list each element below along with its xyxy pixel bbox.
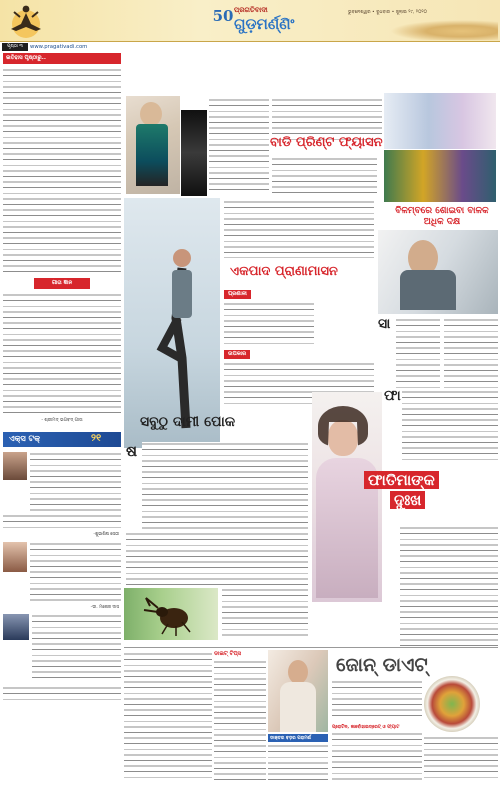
salad-bowl-photo (424, 676, 480, 732)
history-text (3, 68, 121, 272)
column-text-1 (30, 452, 121, 512)
beetle-dropcap: ଷ (126, 442, 138, 460)
brand-name: ପ୍ରଗତିବାଦୀ (234, 6, 268, 14)
page-number-badge: ପୃଷ୍ଠା ୩ (2, 43, 28, 51)
diet-photo (268, 650, 328, 732)
zone-diet-text-2 (332, 732, 422, 782)
yoga-pose-figure (124, 198, 220, 448)
yoga-intro-text (224, 200, 374, 258)
tea-cup-decoration (378, 18, 498, 40)
author-photo-3 (3, 614, 29, 640)
zone-diet-text-1 (332, 680, 422, 720)
bottom-divider (124, 647, 498, 648)
beetle-text-3 (222, 588, 308, 640)
sleep-photo (378, 230, 498, 314)
column-header (3, 432, 121, 447)
beetle-text-2 (126, 532, 308, 587)
diet-tips-text-2 (268, 744, 328, 782)
fashion-text-3 (272, 157, 377, 195)
sleep-text-1 (396, 318, 440, 388)
doctor-advice-heading: ଡାକ୍ତର ବଡ଼ର ପରାମର୍ଶ (268, 734, 328, 742)
quote-section (3, 278, 121, 428)
author-photo-2 (3, 542, 27, 572)
zone-diet-title: ଜୋନ୍ ଡାଏଟ୍ (336, 654, 428, 676)
actress-title-line-2: ଦୁଃଖ (390, 491, 425, 509)
diet-tips-text-1 (214, 660, 266, 780)
signature-1: -ଶୁଭାଶିଷ ସେଠୀ (93, 532, 119, 537)
history-section-title: ଇତିହାସ ପୃଷ୍ଠାରୁ.. (3, 53, 121, 64)
yoga-photo (124, 198, 220, 448)
actress-title-box (364, 470, 462, 522)
fashion-photo-1 (126, 96, 180, 194)
beetle-text-1 (142, 442, 308, 532)
meditation-silhouette-icon (4, 2, 48, 38)
sleep-text-2 (444, 318, 498, 388)
yoga-title: ଏକପାଦ ପ୍ରାଣାମାସନ (230, 264, 338, 279)
sleep-title: ବିଳମ୍ବରେ ଶୋଇବା ବାଳକ ଅଧିକ ଦକ୍ଷ (395, 206, 489, 227)
beetle-title: ସବୁଠୁ ଦାମୀ ପୋକ (140, 414, 236, 430)
column-text-3 (32, 614, 121, 682)
quote-signoff: - ଶ୍ରୀମଦ୍ ଭଗବଦ୍ ଗୀତା (41, 418, 83, 423)
zone-diet-text-3 (424, 736, 498, 782)
author-photo (3, 452, 27, 480)
sleep-dropcap: ସା (378, 316, 391, 332)
yoga-method-heading: ପ୍ରଣାଳୀ (224, 290, 251, 299)
anniversary-logo (212, 6, 234, 32)
actress-text-2 (400, 526, 498, 646)
fashion-photo-3 (384, 93, 496, 149)
diet-tips-heading: ଡାଇଟ୍ ଟିପ୍ସ (214, 651, 242, 657)
quote-title: ଗୀତା ଜ୍ଞାନ (34, 278, 90, 289)
fashion-photo-4 (384, 150, 496, 202)
column-text-1b (3, 514, 121, 530)
page-title: ଗୁଡ଼ମର୍ଣ୍ଣିଂ (234, 15, 295, 33)
column-title: ଏକ୍ସ ଟକ୍ (9, 434, 40, 443)
ex-talk-column (3, 432, 121, 772)
fashion-text-2 (272, 98, 382, 140)
masthead (0, 0, 500, 42)
fashion-title: ବାଡି ପ୍ରିଣ୍ଟ ଫ୍ୟାସନ (270, 135, 383, 150)
signature-2: -ଡା. ମନୋଜ ଦାସ (90, 605, 119, 610)
column-text-2 (30, 542, 121, 602)
yoga-method-list (224, 302, 314, 346)
stag-beetle-figure (124, 588, 218, 640)
actress-dropcap: ଫା (384, 388, 401, 404)
yoga-benefit-heading: ଉପକାର (224, 350, 250, 359)
fashion-photo-2 (181, 110, 207, 196)
column-number: ୨୧ (91, 433, 102, 444)
column-text-4 (3, 686, 121, 704)
fashion-text-1 (209, 98, 269, 190)
quote-text (3, 293, 121, 415)
website-link[interactable]: www.pragativadi.com (30, 44, 88, 50)
actress-title-line-1: ଫାତିମାଙ୍କ (364, 471, 439, 489)
anniversary-number: 50 (212, 7, 234, 25)
date-line: ଭୁବନେଶ୍ୱର • ବୁଧବାର • ଜୁଲାଇ ୨୯, ୨୦୨୦ (348, 10, 428, 15)
actress-text-1 (402, 390, 498, 462)
history-section (3, 53, 121, 275)
zone-diet-subhead: ପ୍ରୋଟିନ, କାର୍ବୋହାଇଡ୍ରେଟ୍ ଓ ଫ୍ୟାଟ (332, 725, 400, 730)
beetle-photo (124, 588, 218, 640)
doctor-advice-text (124, 652, 212, 782)
